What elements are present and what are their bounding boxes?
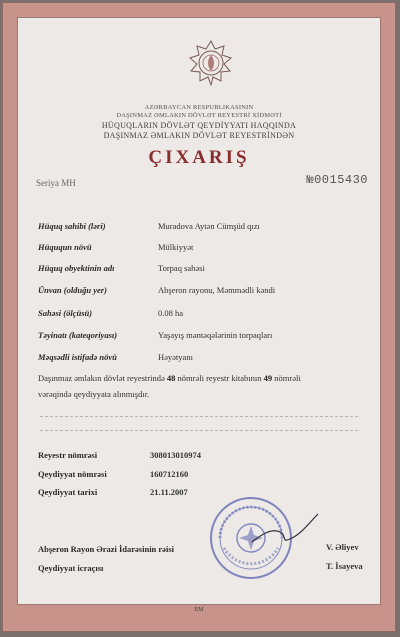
register-page-number: 49: [263, 373, 273, 383]
office-head-label: Abşeron Rayon Ərazi İdarəsinin rəisi: [38, 544, 174, 554]
register-note: [38, 370, 364, 402]
field-value-address: Abşeron rayonu, Məmmədli kəndi: [158, 285, 276, 295]
separator-2: [40, 430, 358, 431]
footer-code: EM: [194, 607, 204, 613]
field-value-right-type: Mülkiyyət: [158, 242, 194, 252]
agency-line-2: DAŞINMAZ ƏMLAKIN DÖVLƏT REYESTRİ XİDMƏTİ: [116, 112, 282, 119]
registry-value-reestr: 308013010974: [150, 450, 201, 460]
register-note-line2: vərəqində qeydiyyata alınmışdır.: [38, 389, 150, 399]
field-value-object: Torpaq sahəsi: [158, 263, 205, 273]
field-label-purpose: Təyinatı (kateqoriyası): [38, 330, 118, 340]
signature-mark: [250, 508, 320, 548]
registry-value-date: 21.11.2007: [150, 487, 188, 497]
series-label: Seriya MH: [36, 178, 76, 188]
register-note-part1: Daşınmaz əmlakın dövlət reyestrində: [38, 373, 165, 383]
document-page: [2, 2, 396, 632]
agency-line-1: AZƏRBAYCAN RESPUBLIKASININ: [144, 104, 254, 111]
field-value-purpose: Yaşayış məntəqələrinin torpaqları: [158, 330, 273, 340]
executor-name: T. İsayeva: [326, 561, 363, 571]
field-value-owner: Muradova Aytən Cümşüd qızı: [158, 221, 260, 231]
field-label-owner: Hüquq sahibi (ləri): [38, 221, 106, 231]
field-label-object: Hüquq obyektinin adı: [38, 263, 115, 273]
field-label-area: Sahəsi (ölçüsü): [38, 308, 93, 318]
document-body: [17, 17, 381, 605]
field-label-right-type: Hüququn növü: [38, 242, 92, 252]
executor-label: Qeydiyyat icraçısı: [38, 563, 104, 573]
title-line-2: DAŞINMAZ ƏMLAKIN DÖVLƏT REYESTRİNDƏN: [103, 131, 295, 140]
coat-of-arms-icon: [188, 40, 234, 86]
register-note-part2: nömrəli reyestr kitabının: [177, 373, 262, 383]
document-title: ÇIXARIŞ: [148, 147, 250, 168]
field-label-use: Məqsədli istifadə növü: [38, 352, 117, 362]
field-value-area: 0.08 ha: [158, 308, 184, 318]
registry-value-number: 160712160: [150, 469, 189, 479]
field-value-use: Həyətyanı: [158, 352, 193, 362]
registry-label-number: Qeydiyyat nömrəsi: [38, 469, 107, 479]
registry-label-reestr: Reyestr nömrəsi: [38, 450, 98, 460]
title-line-1: HÜQUQLARIN DÖVLƏT QEYDİYYATI HAQQINDA: [101, 121, 297, 130]
field-label-address: Ünvan (olduğu yer): [38, 285, 107, 295]
separator-1: [40, 416, 358, 417]
register-book-number: 48: [166, 373, 176, 383]
serial-number: №0015430: [306, 173, 368, 187]
office-head-name: V. Əliyev: [326, 542, 359, 552]
register-note-part3: nömrəli: [274, 373, 301, 383]
registry-label-date: Qeydiyyat tarixi: [38, 487, 98, 497]
